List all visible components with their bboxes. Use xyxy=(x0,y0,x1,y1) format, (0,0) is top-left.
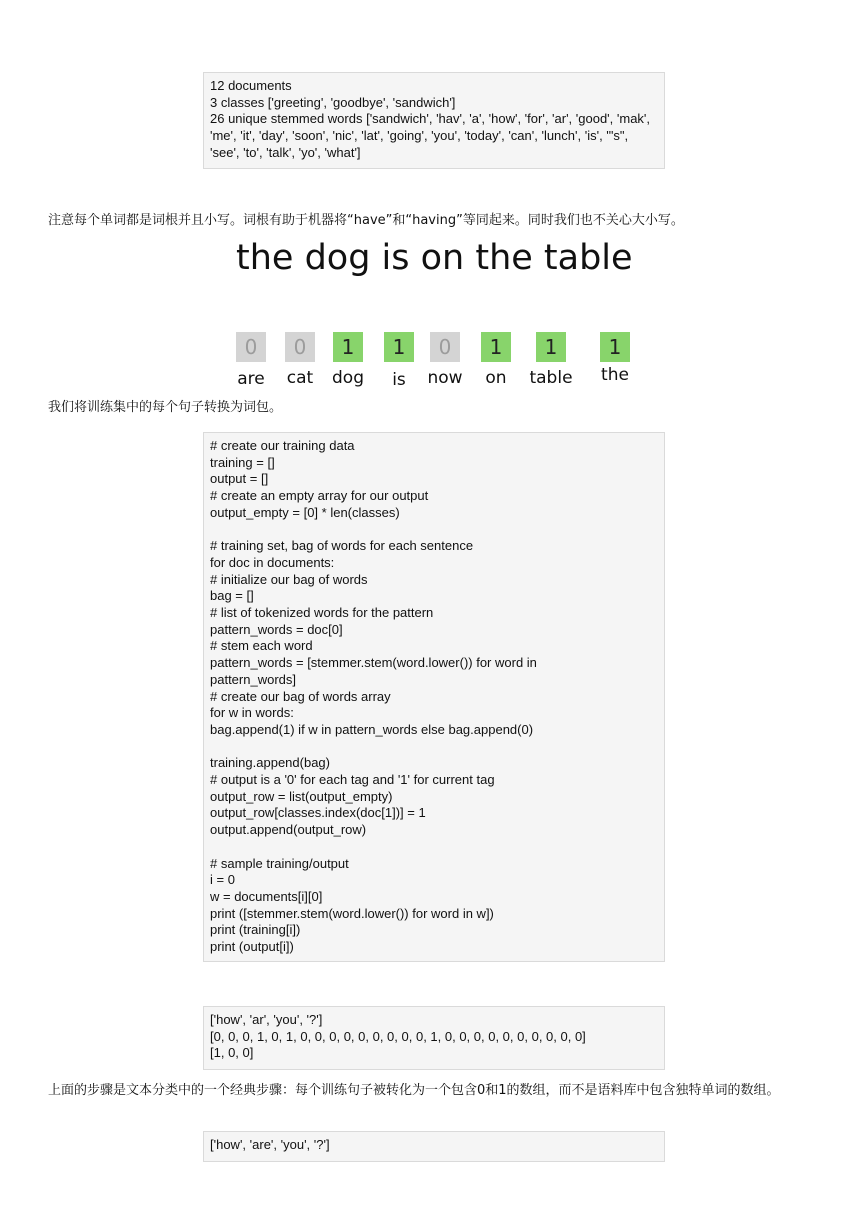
code-line: pattern_words] xyxy=(210,671,296,687)
sample-output-box xyxy=(203,1006,665,1070)
code-line: # create our training data xyxy=(210,438,355,453)
code-line: print (output[i]) xyxy=(210,939,294,955)
training-code-box xyxy=(203,432,665,962)
code-line: output_empty = [0] * len(classes) xyxy=(210,504,400,520)
bag-cell-on: 1 xyxy=(481,332,511,362)
bag-word-the: the xyxy=(601,365,629,385)
code-line: # sample training/output xyxy=(210,855,349,871)
code-line: output_row[classes.index(doc[1])] = 1 xyxy=(210,805,426,821)
code-line: print ([stemmer.stem(word.lower()) for word in w]) xyxy=(210,905,494,921)
bag-cell-cat: 0 xyxy=(285,332,315,362)
bag-word-cat: cat xyxy=(286,368,314,388)
bag-word-on: on xyxy=(485,368,507,388)
code-line: # initialize our bag of words xyxy=(210,571,368,587)
code-line: for doc in documents: xyxy=(210,554,335,570)
code-line: # list of tokenized words for the pattern xyxy=(210,605,434,621)
bag-cell-the: 1 xyxy=(600,332,630,362)
figure-sentence: the dog is on the table xyxy=(236,238,633,278)
code-line: output_row = list(output_empty) xyxy=(210,788,393,804)
code-line: training = [] xyxy=(210,454,275,470)
bag-of-words-figure xyxy=(230,232,650,397)
code-line xyxy=(210,839,658,856)
stemming-note: 注意每个单词都是词根并且小写。词根有助于机器将“have”和“having”等同起来。同时我们也不关心大小写。 xyxy=(48,213,684,228)
output-line: ['how', 'ar', 'you', '?'] xyxy=(210,1012,323,1027)
code-line xyxy=(210,522,658,539)
bag-word-is: is xyxy=(392,370,406,390)
code-line: for w in words: xyxy=(210,705,294,721)
code-line: bag = [] xyxy=(210,588,254,604)
bag-cell-is: 1 xyxy=(384,332,414,362)
bag-word-are: are xyxy=(237,369,265,389)
code-line: output.append(output_row) xyxy=(210,822,367,838)
bag-cell-table: 1 xyxy=(536,332,566,362)
code-line: i = 0 xyxy=(210,872,235,888)
tokens-output-box xyxy=(203,1131,665,1162)
bag-note: 我们将训练集中的每个句子转换为词包。 xyxy=(48,400,283,415)
code-line: # stem each word xyxy=(210,638,313,654)
output-line: [1, 0, 0] xyxy=(210,1045,254,1061)
code-line xyxy=(210,739,658,756)
code-line: print (training[i]) xyxy=(210,922,301,938)
code-line: bag.append(1) if w in pattern_words else bag.append(0) xyxy=(210,721,534,737)
code-line: # create an empty array for our output xyxy=(210,488,429,504)
code-line: pattern_words = [stemmer.stem(word.lower()) for word in xyxy=(210,655,537,671)
bag-word-now: now xyxy=(427,368,463,388)
output-line: ['how', 'are', 'you', '?'] xyxy=(210,1137,330,1152)
output-line: 12 documents xyxy=(210,78,292,93)
output-line: 26 unique stemmed words ['sandwich', 'hav', 'a', 'how', 'for', 'ar', 'good', 'mak', 'me', 'it', 'day', 'soon', 'nic', 'lat', 'going', 'you', 'today', 'can', 'lunch', 'is', '"s", 'see', 'to', 'talk', 'yo', 'what'] xyxy=(210,111,651,160)
output-line: [0, 0, 0, 1, 0, 1, 0, 0, 0, 0, 0, 0, 0, 0, 0, 1, 0, 0, 0, 0, 0, 0, 0, 0, 0, 0] xyxy=(210,1028,586,1044)
bag-word-dog: dog xyxy=(332,368,364,388)
code-line: # create our bag of words array xyxy=(210,688,391,704)
bag-cell-now: 0 xyxy=(430,332,460,362)
code-line: # training set, bag of words for each sentence xyxy=(210,538,474,554)
bag-cell-dog: 1 xyxy=(333,332,363,362)
code-line: output = [] xyxy=(210,471,269,487)
code-line: # output is a '0' for each tag and '1' for current tag xyxy=(210,772,495,788)
classic-step-note: 上面的步骤是文本分类中的一个经典步骤：每个训练句子被转化为一个包含0和1的数组，而不是语料库中包含独特单词的数组。 xyxy=(48,1083,780,1098)
code-line: w = documents[i][0] xyxy=(210,888,323,904)
bag-word-table: table xyxy=(529,368,573,388)
summary-output-box xyxy=(203,72,665,169)
output-line: 3 classes ['greeting', 'goodbye', 'sandwich'] xyxy=(210,94,456,110)
bag-cell-are: 0 xyxy=(236,332,266,362)
code-line: training.append(bag) xyxy=(210,755,330,771)
code-line: pattern_words = doc[0] xyxy=(210,621,343,637)
